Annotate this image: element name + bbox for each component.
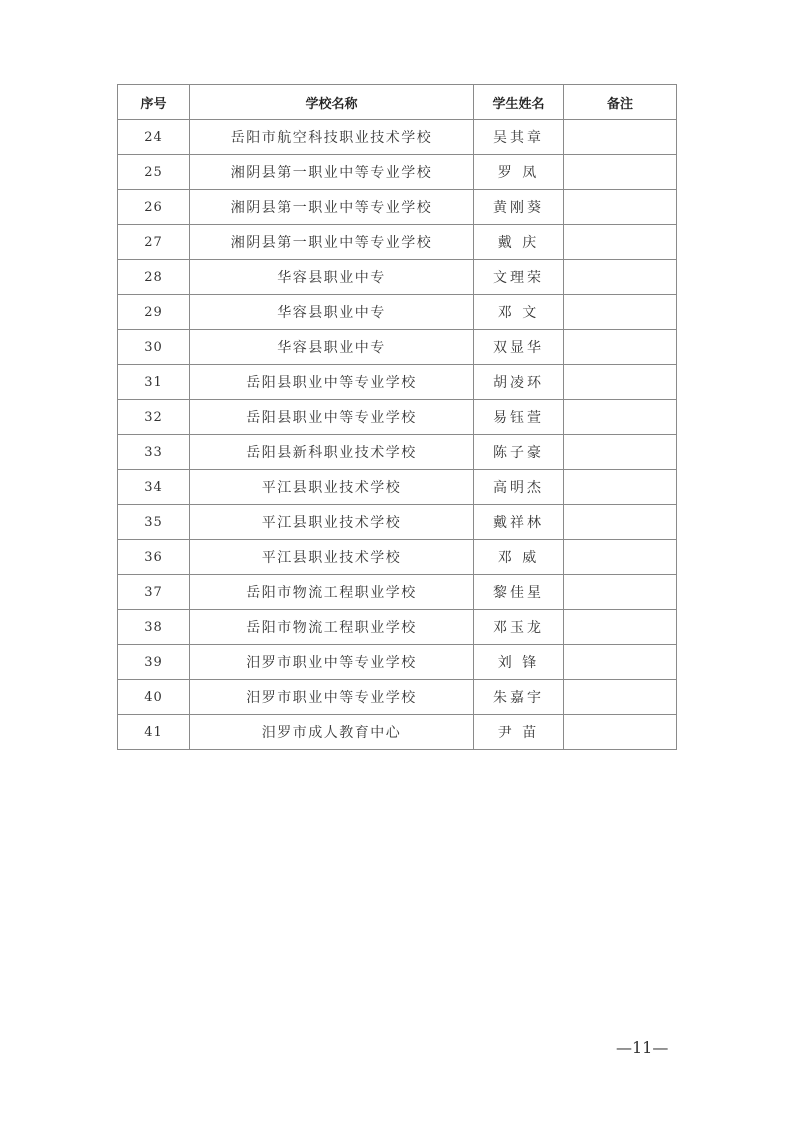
page-number: —11— [616, 1038, 669, 1057]
header-school-name: 学校名称 [190, 85, 474, 120]
cell-student-name: 文理荣 [474, 260, 564, 295]
table-row [118, 365, 677, 400]
cell-remarks [564, 190, 677, 225]
cell-student-name: 易钰萱 [474, 400, 564, 435]
cell-remarks [564, 435, 677, 470]
cell-serial-number: 29 [118, 295, 190, 330]
cell-serial-number: 28 [118, 260, 190, 295]
cell-student-name: 邓 文 [474, 295, 564, 330]
cell-serial-number: 34 [118, 470, 190, 505]
cell-student-name: 邓玉龙 [474, 610, 564, 645]
cell-serial-number: 36 [118, 540, 190, 575]
cell-serial-number: 40 [118, 680, 190, 715]
cell-remarks [564, 540, 677, 575]
cell-student-name: 胡凌环 [474, 365, 564, 400]
cell-serial-number: 24 [118, 120, 190, 155]
cell-school-name: 岳阳县职业中等专业学校 [190, 400, 474, 435]
cell-school-name: 华容县职业中专 [190, 330, 474, 365]
cell-student-name: 双显华 [474, 330, 564, 365]
cell-remarks [564, 715, 677, 750]
cell-serial-number: 26 [118, 190, 190, 225]
cell-student-name: 吴其章 [474, 120, 564, 155]
cell-serial-number: 31 [118, 365, 190, 400]
cell-remarks [564, 225, 677, 260]
header-serial-number: 序号 [118, 85, 190, 120]
cell-remarks [564, 365, 677, 400]
cell-student-name: 戴 庆 [474, 225, 564, 260]
cell-serial-number: 39 [118, 645, 190, 680]
cell-remarks [564, 680, 677, 715]
cell-serial-number: 33 [118, 435, 190, 470]
cell-school-name: 平江县职业技术学校 [190, 470, 474, 505]
table-row [118, 470, 677, 505]
cell-student-name: 高明杰 [474, 470, 564, 505]
table-row [118, 575, 677, 610]
cell-student-name: 黄刚葵 [474, 190, 564, 225]
cell-remarks [564, 400, 677, 435]
cell-remarks [564, 295, 677, 330]
cell-school-name: 湘阴县第一职业中等专业学校 [190, 225, 474, 260]
table-row [118, 295, 677, 330]
cell-school-name: 汨罗市职业中等专业学校 [190, 680, 474, 715]
table-row [118, 120, 677, 155]
table-row [118, 400, 677, 435]
cell-school-name: 岳阳县新科职业技术学校 [190, 435, 474, 470]
cell-serial-number: 25 [118, 155, 190, 190]
cell-school-name: 岳阳市航空科技职业技术学校 [190, 120, 474, 155]
table-row [118, 610, 677, 645]
cell-remarks [564, 470, 677, 505]
cell-student-name: 罗 凤 [474, 155, 564, 190]
cell-remarks [564, 330, 677, 365]
cell-serial-number: 32 [118, 400, 190, 435]
cell-student-name: 陈子豪 [474, 435, 564, 470]
cell-school-name: 岳阳市物流工程职业学校 [190, 575, 474, 610]
cell-remarks [564, 610, 677, 645]
cell-student-name: 尹 苗 [474, 715, 564, 750]
table-row [118, 645, 677, 680]
header-student-name: 学生姓名 [474, 85, 564, 120]
cell-remarks [564, 645, 677, 680]
cell-serial-number: 30 [118, 330, 190, 365]
cell-school-name: 平江县职业技术学校 [190, 540, 474, 575]
cell-serial-number: 41 [118, 715, 190, 750]
cell-remarks [564, 505, 677, 540]
table-row [118, 505, 677, 540]
cell-student-name: 朱嘉宇 [474, 680, 564, 715]
cell-serial-number: 38 [118, 610, 190, 645]
cell-serial-number: 35 [118, 505, 190, 540]
table-row [118, 225, 677, 260]
header-remarks: 备注 [564, 85, 677, 120]
table-row [118, 155, 677, 190]
cell-remarks [564, 260, 677, 295]
cell-serial-number: 37 [118, 575, 190, 610]
table-row [118, 435, 677, 470]
table-row [118, 715, 677, 750]
cell-school-name: 平江县职业技术学校 [190, 505, 474, 540]
table-row [118, 330, 677, 365]
cell-student-name: 黎佳星 [474, 575, 564, 610]
table-row [118, 680, 677, 715]
cell-student-name: 邓 威 [474, 540, 564, 575]
cell-student-name: 戴祥林 [474, 505, 564, 540]
student-roster-table [117, 84, 677, 750]
cell-school-name: 湘阴县第一职业中等专业学校 [190, 155, 474, 190]
table-header [118, 85, 677, 120]
cell-remarks [564, 155, 677, 190]
table-row [118, 260, 677, 295]
table-row [118, 540, 677, 575]
cell-school-name: 华容县职业中专 [190, 295, 474, 330]
cell-remarks [564, 120, 677, 155]
cell-school-name: 湘阴县第一职业中等专业学校 [190, 190, 474, 225]
cell-student-name: 刘 锋 [474, 645, 564, 680]
cell-remarks [564, 575, 677, 610]
header-row [118, 85, 677, 120]
table-row [118, 190, 677, 225]
cell-serial-number: 27 [118, 225, 190, 260]
cell-school-name: 汨罗市成人教育中心 [190, 715, 474, 750]
table-body [118, 120, 677, 750]
cell-school-name: 岳阳市物流工程职业学校 [190, 610, 474, 645]
cell-school-name: 汨罗市职业中等专业学校 [190, 645, 474, 680]
cell-school-name: 岳阳县职业中等专业学校 [190, 365, 474, 400]
cell-school-name: 华容县职业中专 [190, 260, 474, 295]
